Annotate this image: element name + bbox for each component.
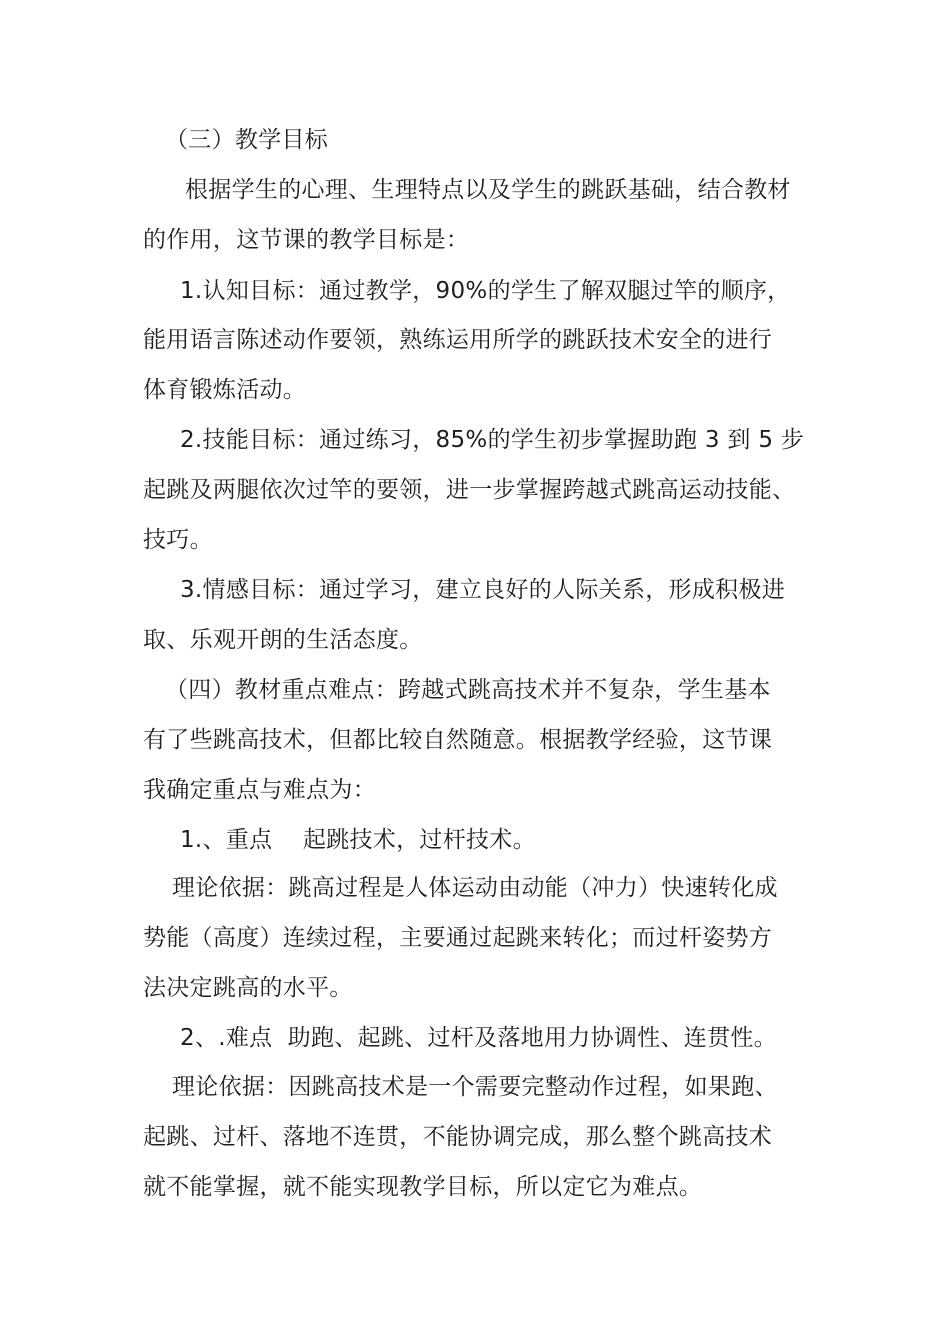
key-basis-line: 势能（高度）连续过程，主要通过起跳来转化；而过杆姿势方 xyxy=(143,925,773,951)
skill-goal-line: 技巧。 xyxy=(143,527,213,553)
key-basis-line: 法决定跳高的水平。 xyxy=(143,975,353,1001)
emotion-goal-line: 取、乐观开朗的生活态度。 xyxy=(143,627,423,653)
section-3-heading: （三）教学目标 xyxy=(165,127,329,153)
cognitive-goal-line: 能用语言陈述动作要领，熟练运用所学的跳跃技术安全的进行 xyxy=(143,327,773,353)
difficulty-basis-line: 起跳、过杆、落地不连贯，不能协调完成，那么整个跳高技术 xyxy=(143,1124,773,1150)
difficulty-line: 2、.难点 助跑、起跳、过杆及落地用力协调性、连贯性。 xyxy=(180,1025,777,1051)
section-4-line: 有了些跳高技术，但都比较自然随意。根据教学经验，这节课 xyxy=(143,727,773,753)
skill-goal-line: 2.技能目标：通过练习，85%的学生初步掌握助跑 3 到 5 步 xyxy=(180,427,805,453)
intro-line: 根据学生的心理、生理特点以及学生的跳跃基础，结合教材 xyxy=(185,177,791,203)
key-point-line: 1.、重点 起跳技术，过杆技术。 xyxy=(180,827,536,853)
difficulty-basis-line: 理论依据：因跳高技术是一个需要完整动作过程，如果跑、 xyxy=(172,1074,778,1100)
intro-line: 的作用，这节课的教学目标是： xyxy=(143,227,470,253)
difficulty-basis-line: 就不能掌握，就不能实现教学目标，所以定它为难点。 xyxy=(143,1174,703,1200)
cognitive-goal-line: 体育锻炼活动。 xyxy=(143,377,307,403)
section-4-heading: （四）教材重点难点：跨越式跳高技术并不复杂，学生基本 xyxy=(165,677,771,703)
emotion-goal-line: 3.情感目标：通过学习，建立良好的人际关系，形成积极进 xyxy=(180,577,786,603)
section-4-line: 我确定重点与难点为： xyxy=(143,777,376,803)
cognitive-goal-line: 1.认知目标：通过教学，90%的学生了解双腿过竿的顺序， xyxy=(180,278,791,304)
skill-goal-line: 起跳及两腿依次过竿的要领，进一步掌握跨越式跳高运动技能、 xyxy=(143,477,796,503)
key-basis-line: 理论依据：跳高过程是人体运动由动能（冲力）快速转化成 xyxy=(172,875,778,901)
